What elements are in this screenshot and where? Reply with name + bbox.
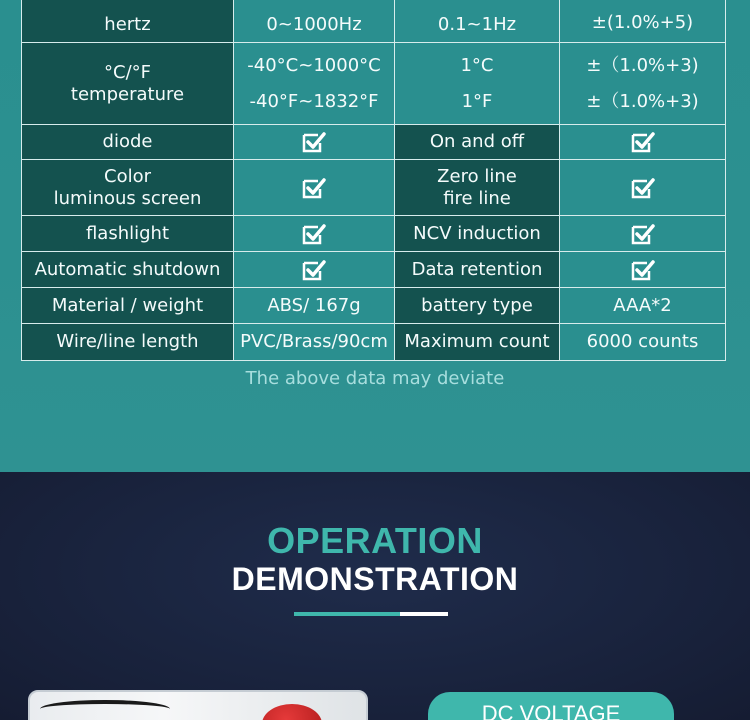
accuracy-cell	[560, 43, 726, 125]
range-value-f: -40°F~1832°F	[249, 90, 379, 112]
feature-name: flashlight	[22, 216, 234, 252]
spec-value: 6000 counts	[560, 324, 726, 361]
feature-name-line1: Zero line	[437, 165, 517, 187]
resolution-value-c: 1°C	[460, 54, 494, 76]
table-row	[22, 288, 726, 324]
feature-name-cell	[22, 160, 234, 216]
spec-value: PVC/Brass/90cm	[234, 324, 395, 361]
feature-name-cell	[395, 160, 560, 216]
check-square-icon	[301, 223, 327, 245]
feature-name-line1: Color	[104, 165, 151, 187]
check-square-icon	[630, 223, 656, 245]
feature-check-cell	[234, 252, 395, 288]
red-probe-image	[262, 704, 322, 720]
accuracy-cell	[560, 0, 726, 43]
resolution-value: 0.1~1Hz	[437, 13, 517, 35]
probe-wire-image	[40, 700, 170, 718]
deviation-footnote: The above data may deviate	[245, 368, 505, 389]
range-value-c: -40°C~1000°C	[247, 54, 381, 76]
spec-value: ABS/ 167g	[234, 288, 395, 324]
title-underline-white	[400, 612, 448, 616]
accuracy-value: ±(1.0%+5)	[591, 11, 694, 33]
resolution-cell	[395, 0, 560, 43]
spec-value: AAA*2	[560, 288, 726, 324]
spec-table	[21, 0, 726, 361]
table-row	[22, 160, 726, 216]
accuracy-value-c: ±（1.0%+3)	[586, 54, 699, 76]
dc-voltage-label: DC VOLTAGE	[428, 692, 674, 720]
title-underline-teal	[294, 612, 400, 616]
table-row	[22, 43, 726, 125]
param-name: hertz	[104, 13, 151, 35]
feature-check-cell	[560, 125, 726, 160]
spec-name: Material / weight	[22, 288, 234, 324]
feature-check-cell	[234, 216, 395, 252]
range-cell	[234, 43, 395, 125]
check-square-icon	[301, 177, 327, 199]
spec-name: Maximum count	[395, 324, 560, 361]
range-cell	[234, 0, 395, 43]
check-square-icon	[630, 177, 656, 199]
range-value: 0~1000Hz	[266, 13, 362, 35]
demo-photo	[28, 690, 368, 720]
spec-name: battery type	[395, 288, 560, 324]
feature-check-cell	[234, 160, 395, 216]
feature-check-cell	[560, 160, 726, 216]
check-square-icon	[301, 131, 327, 153]
feature-name-line2: fire line	[443, 187, 511, 209]
check-square-icon	[630, 131, 656, 153]
feature-check-cell	[234, 125, 395, 160]
check-square-icon	[301, 259, 327, 281]
table-row	[22, 216, 726, 252]
operation-section	[0, 472, 750, 720]
param-name-line2: temperature	[70, 83, 185, 105]
feature-name: diode	[22, 125, 234, 160]
resolution-value-f: 1°F	[461, 90, 493, 112]
demonstration-title: DEMONSTRATION	[231, 561, 519, 597]
table-row	[22, 252, 726, 288]
param-name-cell	[22, 43, 234, 125]
table-row	[22, 125, 726, 160]
accuracy-value-f: ±（1.0%+3)	[586, 90, 699, 112]
feature-name: Automatic shutdown	[22, 252, 234, 288]
operation-title: OPERATION	[267, 520, 483, 561]
spec-name: Wire/line length	[22, 324, 234, 361]
feature-name: On and off	[395, 125, 560, 160]
feature-check-cell	[560, 216, 726, 252]
param-name-cell	[22, 0, 234, 43]
check-square-icon	[630, 259, 656, 281]
feature-name: Data retention	[395, 252, 560, 288]
feature-check-cell	[560, 252, 726, 288]
resolution-cell	[395, 43, 560, 125]
table-row	[22, 324, 726, 361]
param-name-line1: °C/°F	[104, 61, 151, 83]
table-row	[22, 0, 726, 43]
feature-name: NCV induction	[395, 216, 560, 252]
feature-name-line2: luminous screen	[53, 187, 202, 209]
